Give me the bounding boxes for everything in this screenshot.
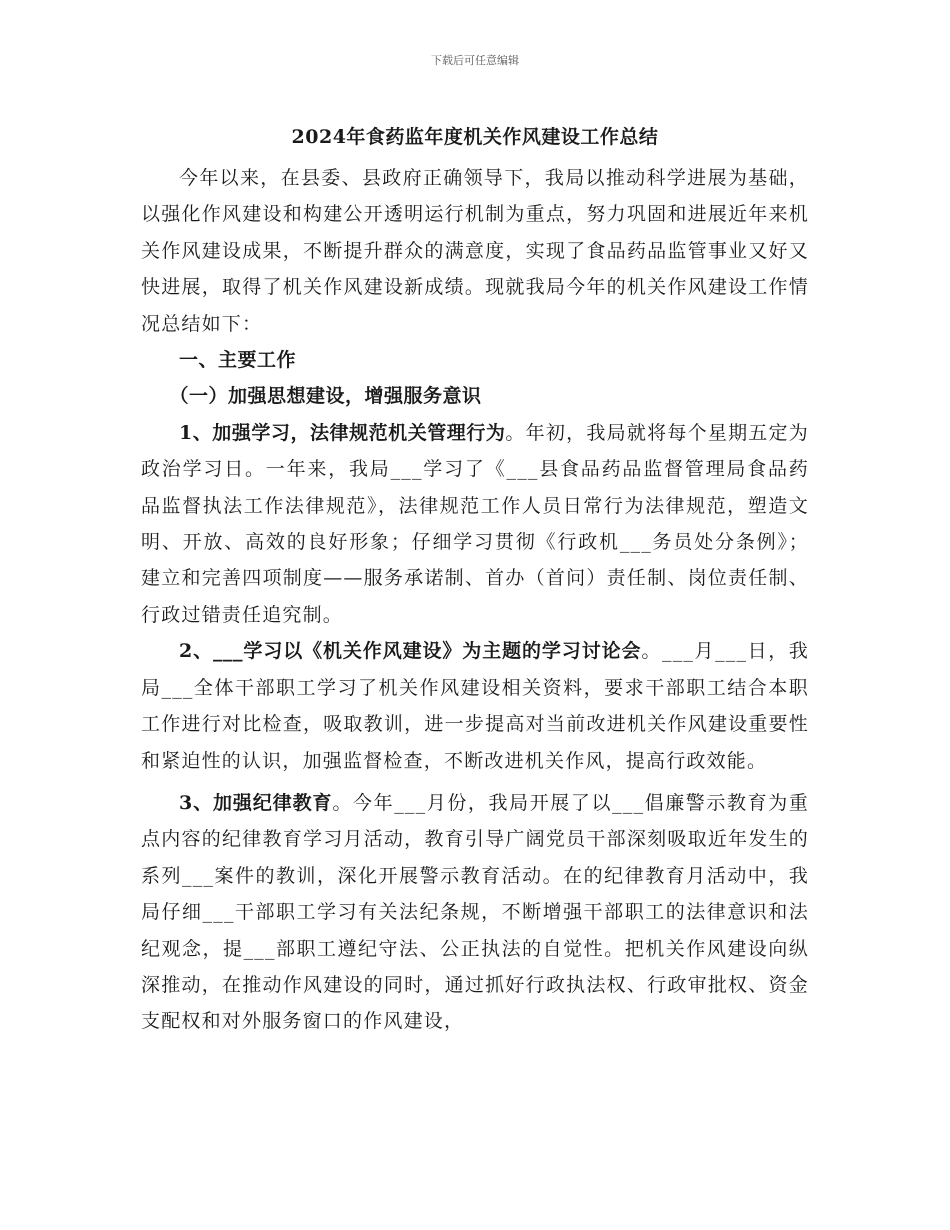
intro-paragraph: 今年以来，在县委、县政府正确领导下，我局以推动科学进展为基础，以强化作风建设和构建公开透明运行机制为重点，努力巩固和进展近年来机关作风建设成果，不断提升群众的满意度，实现了食品药品监管事业又好又快进展，取得了机关作风建设新成绩。现就我局今年的机关作风建设工作情况总结如下：	[141, 167, 809, 335]
item-1-text: 。年初，我局就将每个星期五定为政治学习日。一年来，我局___学习了《___县食品药品监督管理局食品药品监督执法工作法律规范》，法律规范工作人员日常行为法律规范，塑造文明、开放、高效的良好形象；仔细学习贯彻《行政机___务员处分条例》；建立和完善四项制度——服务承诺制、首办（首问）责任制、岗位责任制、行政过错责任追究制。	[141, 421, 809, 626]
section-heading-main-work: 一、主要工作	[179, 349, 297, 372]
item-2-text: 。___月___日，我局___全体干部职工学习了机关作风建设相关资料，要求干部职工结合本职工作进行对比检查，吸取教训，进一步提高对当前改进机关作风建设重要性和紧迫性的认识，加强监督检查，不断改进机关作风，提高行政效能。	[141, 640, 809, 772]
item-3-lead: 3、加强纪律教育	[179, 791, 333, 814]
item-1-lead: 1、加强学习，法律规范机关管理行为	[179, 421, 506, 444]
item-paragraph-1	[141, 415, 809, 633]
document-body	[141, 160, 809, 1040]
header-note: 下载后可任意编辑	[431, 54, 519, 67]
item-3-text: 。今年___月份，我局开展了以___倡廉警示教育为重点内容的纪律教育学习月活动，教育引导广阔党员干部深刻吸取近年发生的系列___案件的教训，深化开展警示教育活动。在的纪律教育月活动中，我局仔细___干部职工学习有关法纪条规，不断增强干部职工的法律意识和法纪观念，提___部职工遵纪守法、公正执法的自觉性。把机关作风建设向纵深推动，在推动作风建设的同时，通过抓好行政执法权、行政审批权、资金支配权和对外服务窗口的作风建设，	[141, 791, 809, 1033]
item-paragraph-2	[141, 633, 809, 779]
document-title: 2024年食药监年度机关作风建设工作总结	[291, 126, 659, 148]
item-paragraph-3	[141, 785, 809, 1040]
subsection-heading-ideology: （一）加强思想建设，增强服务意识	[169, 385, 482, 408]
item-2-lead: 2、___学习以《机关作风建设》为主题的学习讨论会	[179, 640, 642, 663]
